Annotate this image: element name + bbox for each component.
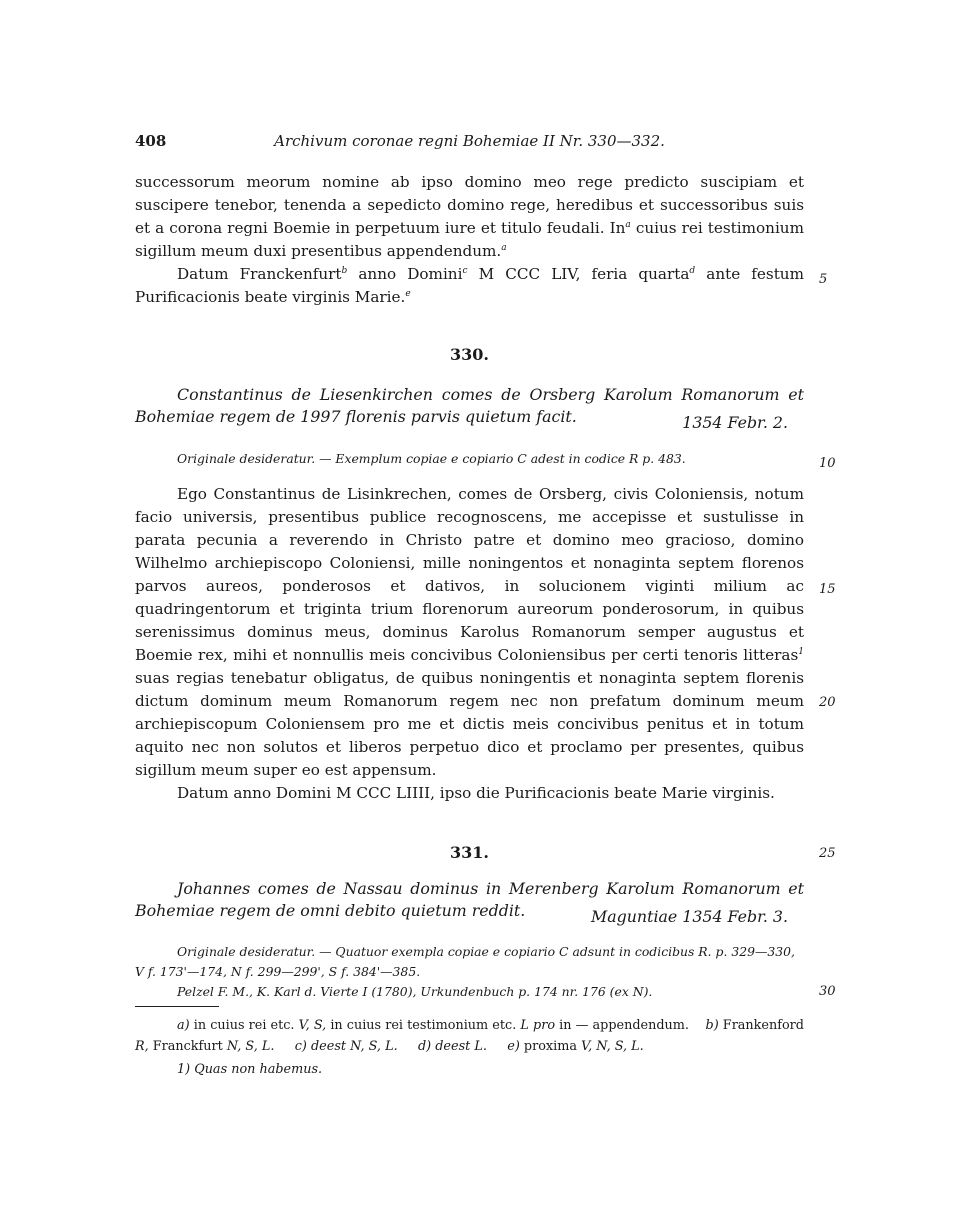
regest-date: 1354 Febr. 2. [682,413,788,432]
text-run: successorum meorum nomine ab ipso domino meo rege predicto suscipiam et suscipere tenebor, tenenda a sepedicto domino rege, heredibus et successoribus suis et a corona regni Boemie in perpetuum iure et titulo feudali. In [135,173,804,237]
text-run: Datum Franckenfurt [177,265,342,283]
footnote-mark: 1 [798,646,804,657]
text-run: in cuius rei etc. [189,1018,299,1033]
note-line-1: Originale desideratur. — Quatuor exempla copiae e copiario C adsunt in codicibus R. p. 329—330, V f. 173'—174, N f. 299—299', S f. 384'—385. [135,944,795,979]
footnote-numbered-1: 1) Quas non habemus. [177,1062,323,1077]
text-run: deest L. [431,1039,487,1054]
footnote-mark: b [341,265,348,276]
text-paragraph-2: Datum anno Domini M CCC LIIII, ipso die Purificacionis beate Marie virginis. [177,784,775,802]
text-run: Frankenford [718,1018,804,1033]
text-run: cuius rei testimonium sigillum meum duxi presentibus appendendum. [135,219,804,260]
text-run: M CCC LIV, feria quarta [467,265,690,283]
line-number: 30 [819,984,836,999]
text-run: deest N, S, L. [306,1039,398,1054]
continuation-paragraph-1 [135,171,804,263]
regest-row [135,384,804,432]
regest-text: Constantinus de Liesenkirchen comes de Orsberg Karolum Romanorum et Bohemiae regem de 1997 florenis parvis quietum facit. [135,385,804,426]
footnote-letters [135,1015,804,1057]
line-number: 25 [819,846,836,861]
line-number: 20 [819,695,836,710]
line-number: 15 [819,582,836,597]
source-note-331 [135,942,804,1002]
footnotes [135,1015,804,1080]
footnote-mark: d [689,265,696,276]
note-line-2: Pelzel F. M., K. Karl d. Vierte I (1780), Urkundenbuch p. 174 nr. 176 (ex N). [177,984,653,999]
text-run: Franckfurt [148,1039,227,1054]
footnote-mark: a [501,242,507,253]
document-text-330 [135,483,804,805]
continuation-paragraph-2 [135,263,804,309]
text-run: in cuius rei testimonium etc. [326,1018,521,1033]
footnote-label: c) [294,1039,307,1054]
text-run: L pro [520,1018,556,1033]
text-run: anno Domini [347,265,463,283]
footnote-label: d) [417,1039,432,1054]
footnote-label: b) [705,1018,719,1033]
regest-331 [135,878,804,926]
text-run: in — appendendum. [555,1018,689,1033]
regest-text: Johannes comes de Nassau dominus in Merenberg Karolum Romanorum et Bohemiae regem de omni debito quietum reddit. [135,879,804,920]
document-number-331: 331. [450,843,489,862]
text-run: Ego Constantinus de Lisinkrechen, comes de Orsberg, civis Coloniensis, notum facio universis, presentibus publice recognoscens, me accepisse et sustulisse in parata pecunia a reverendo in Christo patre et domino meo gracioso, domino Wilhelmo archiepiscopo Coloniensi, mille noningentos et nonaginta septem florenos parvos aureos, ponderosos et dativos, in solucionem viginti milium ac quadringentorum et triginta trium florenorum aureorum ponderosorum, in quibus serenissimus dominus meus, dominus Karolus Romanorum semper augustus et Boemie rex, mihi et nonnullis meis concivibus Coloniensibus per certi tenoris litteras [135,485,804,664]
footnote-label: a) [177,1018,190,1033]
text-run: proxima [519,1039,582,1054]
footnote-rule [135,1006,219,1007]
text-run: V, S, [298,1018,327,1033]
text-run: ante festum Purificacionis beate virginis Marie. [135,265,804,306]
footnote-label: e) [507,1039,520,1054]
text-run: N, S, L. [226,1039,275,1054]
line-number: 10 [819,456,836,471]
continuation-text [135,171,804,309]
regest-330 [135,384,804,432]
page [135,0,836,1211]
regest-row [135,878,804,926]
running-head-title: Archivum coronae regni Bohemiae II Nr. 330—332. [274,132,665,150]
document-number-330: 330. [450,345,489,364]
line-number: 5 [819,272,828,287]
page-number: 408 [135,132,167,150]
text-run: R, [135,1039,149,1054]
running-head [135,132,804,152]
text-run: V, N, S, L. [581,1039,644,1054]
footnote-mark: e [405,288,411,299]
regest-date: Maguntiae 1354 Febr. 3. [591,907,788,926]
source-note-330: Originale desideratur. — Exemplum copiae e copiario C adest in codice R p. 483. [177,451,686,466]
text-paragraph-1 [135,483,804,782]
footnote-mark: c [462,265,468,276]
text-run: suas regias tenebatur obligatus, de quibus noningentis et nonaginta septem florenis dictum dominum meum Romanorum regem nec non prefatum dominum meum archiepiscopum Coloniensem pro me et dictis meis concivibus penitus et in totum aquito nec non solutos et liberos perpetuo dico et proclamo per presentes, quibus sigillum meum super eo est appensum. [135,669,804,779]
footnote-mark: a [625,219,631,230]
